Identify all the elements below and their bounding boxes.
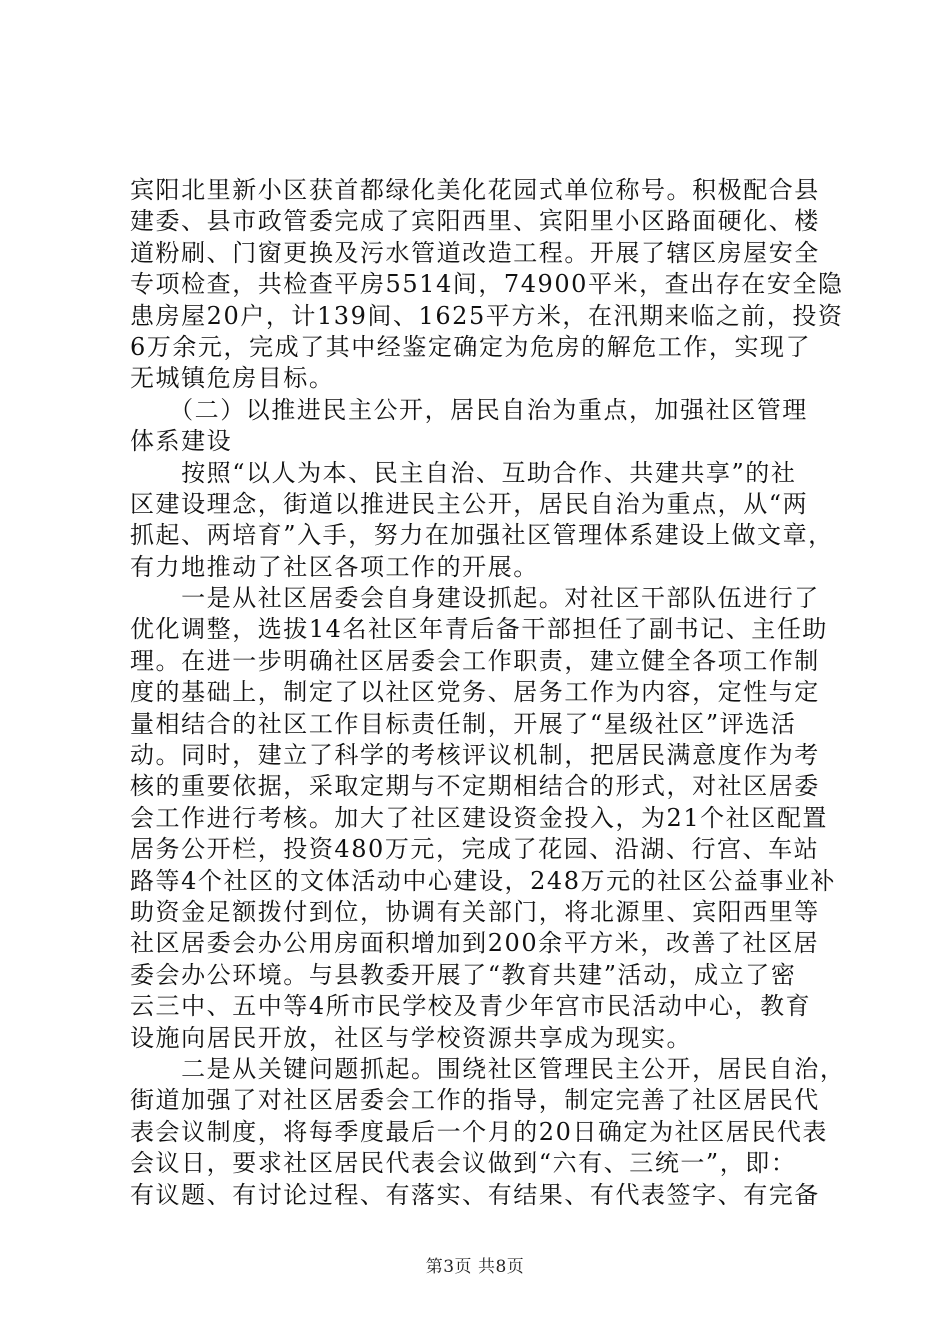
text-line: 宾阳北里新小区获首都绿化美化花园式单位称号。积极配合县 bbox=[130, 176, 820, 204]
text-line: 抓起、两培育”入手，努力在加强社区管理体系建设上做文章， bbox=[130, 521, 834, 550]
text-line: 表会议制度，将每季度最后一个月的20日确定为社区居民代表 bbox=[130, 1117, 828, 1146]
section-heading-line: 体系建设 bbox=[130, 427, 233, 456]
text-line: 社区居委会办公用房面积增加到200余平方米，改善了社区居 bbox=[130, 929, 820, 958]
text-line: 有力地推动了社区各项工作的开展。 bbox=[130, 552, 539, 581]
text-line: 6万余元，完成了其中经鉴定确定为危房的解危工作，实现了 bbox=[130, 332, 812, 361]
text-line: 量相结合的社区工作目标责任制，开展了“星级社区”评选活 bbox=[130, 709, 797, 738]
text-line: 优化调整，选拔14名社区年青后备干部担任了副书记、主任助 bbox=[130, 615, 828, 644]
text-line: 一是从社区居委会自身建设抓起。对社区干部队伍进行了 bbox=[130, 584, 820, 613]
text-line: 理。在进一步明确社区居委会工作职责，建立健全各项工作制 bbox=[130, 646, 820, 675]
section-heading-line: （二）以推进民主公开，居民自治为重点，加强社区管理 bbox=[130, 395, 808, 424]
document-body bbox=[130, 175, 846, 1211]
text-line: 建委、县市政管委完成了宾阳西里、宾阳里小区路面硬化、楼 bbox=[130, 207, 820, 236]
text-line: 会工作进行考核。加大了社区建设资金投入，为21个社区配置 bbox=[130, 803, 828, 832]
text-line: 路等4个社区的文体活动中心建设，248万元的社区公益事业补 bbox=[130, 866, 837, 895]
text-line: 设施向居民开放，社区与学校资源共享成为现实。 bbox=[130, 1023, 693, 1052]
text-line: 核的重要依据，采取定期与不定期相结合的形式，对社区居委 bbox=[130, 772, 820, 801]
text-line: 委会办公环境。与县教委开展了“教育共建”活动，成立了密 bbox=[130, 960, 797, 989]
text-line: 按照“以人为本、民主自治、互助合作、共建共享”的社 bbox=[130, 458, 797, 487]
page-number-footer: 第3页 共8页 bbox=[425, 1257, 525, 1277]
text-line: 度的基础上，制定了以社区党务、居务工作为内容，定性与定 bbox=[130, 678, 820, 707]
text-line: 云三中、五中等4所市民学校及青少年宫市民活动中心，教育 bbox=[130, 992, 812, 1021]
text-line: 区建设理念，街道以推进民主公开，居民自治为重点，从“两 bbox=[130, 489, 809, 518]
text-line: 二是从关键问题抓起。围绕社区管理民主公开，居民自治， bbox=[130, 1054, 846, 1083]
text-line: 有议题、有讨论过程、有落实、有结果、有代表签字、有完备 bbox=[130, 1180, 820, 1209]
text-line: 居务公开栏，投资480万元，完成了花园、沿湖、行宫、车站 bbox=[130, 835, 820, 864]
text-line: 街道加强了对社区居委会工作的指导，制定完善了社区居民代 bbox=[130, 1086, 820, 1115]
text-line: 助资金足额拨付到位，协调有关部门，将北源里、宾阳西里等 bbox=[130, 897, 820, 926]
text-line: 专项检查，共检查平房5514间，74900平米，查出存在安全隐 bbox=[130, 270, 844, 299]
text-line: 会议日，要求社区居民代表会议做到“六有、三统一”，即： bbox=[130, 1149, 797, 1178]
text-line: 患房屋20户，计139间、1625平方米，在汛期来临之前，投资 bbox=[130, 301, 844, 330]
text-line: 无城镇危房目标。 bbox=[130, 364, 335, 393]
text-line: 道粉刷、门窗更换及污水管道改造工程。开展了辖区房屋安全 bbox=[130, 238, 820, 267]
text-line: 动。同时，建立了科学的考核评议机制，把居民满意度作为考 bbox=[130, 741, 820, 770]
